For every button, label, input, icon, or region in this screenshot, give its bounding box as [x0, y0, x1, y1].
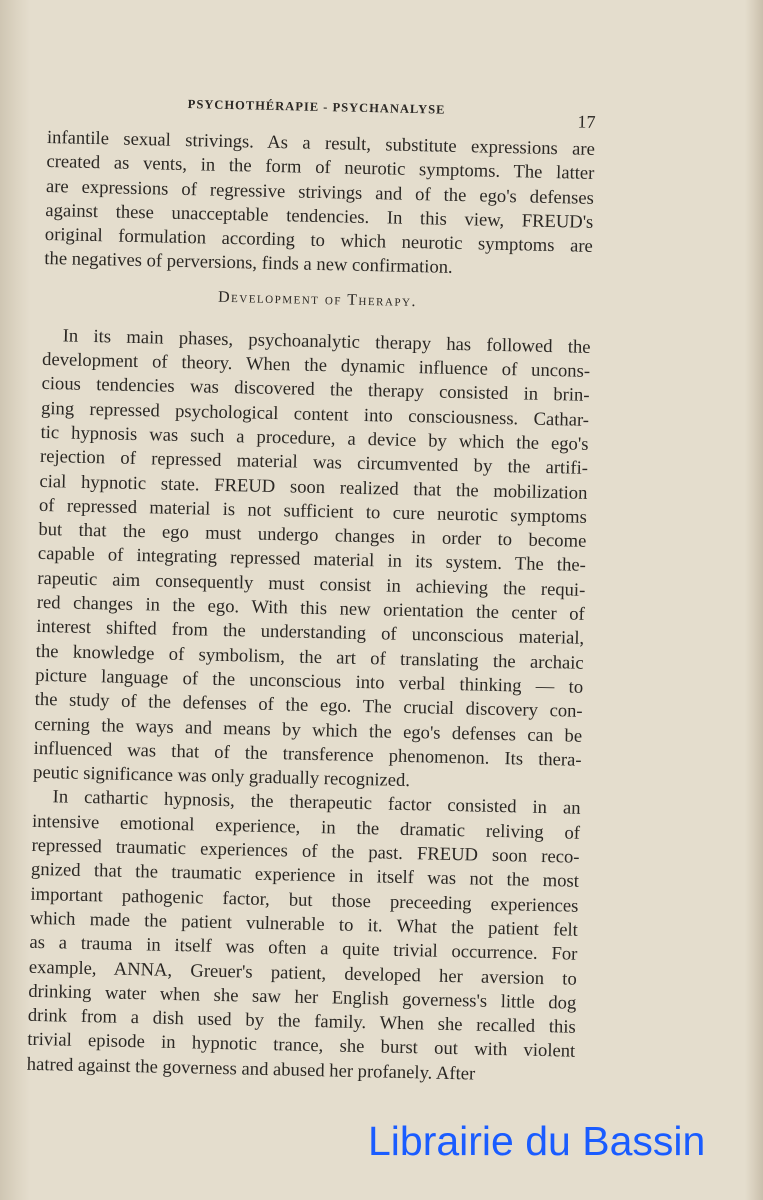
text-line: the negatives of perversions, finds a new confirmation.: [44, 248, 453, 279]
text-line: influenced was that of the transference phenomenon. Its thera-: [33, 737, 582, 771]
text-line: which made the patient vulnerable to it. What the patient felt: [29, 907, 579, 941]
text-line: the study of the defenses of the ego. The crucial discovery con-: [34, 689, 583, 723]
text-line: cerning the ways and means by which the ego's defenses can be: [33, 713, 583, 747]
text-line: hatred against the governess and abused her profanely. After: [26, 1053, 476, 1085]
text-line: In cathartic hypnosis, the therapeutic factor consisted in an: [52, 786, 581, 820]
text-line: tic hypnosis was such a procedure, a device by which the ego's: [40, 421, 589, 455]
text-line: capable of integrating repressed material in its system. The the-: [37, 543, 587, 577]
text-line: rejection of repressed material was circumvented by the artifi-: [39, 446, 589, 480]
text-line: but that the ego must undergo changes in order to become: [38, 519, 587, 553]
text-line: against these unacceptable tendencies. In this view, FREUD's: [45, 199, 594, 233]
text-line: intensive emotional experience, in the dramatic reliving of: [31, 810, 581, 844]
text-line: interest shifted from the understanding of unconscious material,: [36, 616, 585, 650]
section-heading: Development of Therapy.: [217, 288, 418, 310]
page-edges: [745, 0, 763, 1200]
text-line: of repressed material is not sufficient to cure neurotic symptoms: [38, 494, 588, 528]
text-line: are expressions of regressive strivings and of the ego's defenses: [45, 175, 595, 209]
text-line: created as vents, in the form of neurotic symptoms. The latter: [46, 151, 595, 185]
paragraph-2: [33, 324, 591, 797]
text-line: example, ANNA, Greuer's patient, developed her aversion to: [28, 956, 578, 990]
paragraph-1: [44, 126, 595, 284]
text-line: development of theory. When the dynamic influence of uncons-: [41, 349, 591, 382]
text-line: red changes in the ego. With this new orientation the center of: [36, 591, 585, 625]
text-line: original formulation according to which neurotic symptoms are: [44, 224, 593, 258]
text-line: the knowledge of symbolism, the art of translating the archaic: [35, 640, 584, 674]
text-line: drink from a dish used by the family. When she recalled this: [27, 1004, 576, 1038]
text-line: drinking water when she saw her English governess's little dog: [28, 980, 577, 1014]
text-line: repressed traumatic experiences of the past. FREUD soon reco-: [31, 834, 580, 868]
text-line: gnized that the traumatic experience in itself was not the most: [30, 859, 580, 893]
text-line: ging repressed psychological content into consciousness. Cathar-: [40, 397, 590, 431]
text-line: important pathogenic factor, but those preceeding experiences: [30, 883, 579, 917]
text-line: as a trauma in itself was often a quite trivial occurrence. For: [29, 932, 578, 965]
text-line: rapeutic aim consequently must consist in achieving the requi-: [37, 567, 586, 601]
paragraph-3: [27, 785, 581, 1088]
text-line: peutic significance was only gradually recognized.: [32, 761, 411, 792]
page-number: 17: [577, 111, 596, 132]
book-page-text: [27, 92, 596, 1089]
text-line: cious tendencies was discovered the therapy consisted in brin-: [41, 373, 590, 407]
text-line: picture language of the unconscious into verbal thinking — to: [35, 664, 584, 698]
watermark-logo: Librairie du Bassin: [368, 1118, 706, 1164]
text-line: In its main phases, psychoanalytic therapy has followed the: [62, 325, 591, 358]
text-line: infantile sexual strivings. As a result, substitute expressions are: [46, 126, 596, 160]
running-head-title: PSYCHOTHÉRAPIE - PSYCHANALYSE: [187, 97, 446, 117]
text-line: cial hypnotic state. FREUD soon realized that the mobilization: [39, 470, 588, 504]
text-line: trivial episode in hypnotic trance, she burst out with violent: [27, 1029, 576, 1063]
book-spine-gutter: [0, 0, 30, 1200]
